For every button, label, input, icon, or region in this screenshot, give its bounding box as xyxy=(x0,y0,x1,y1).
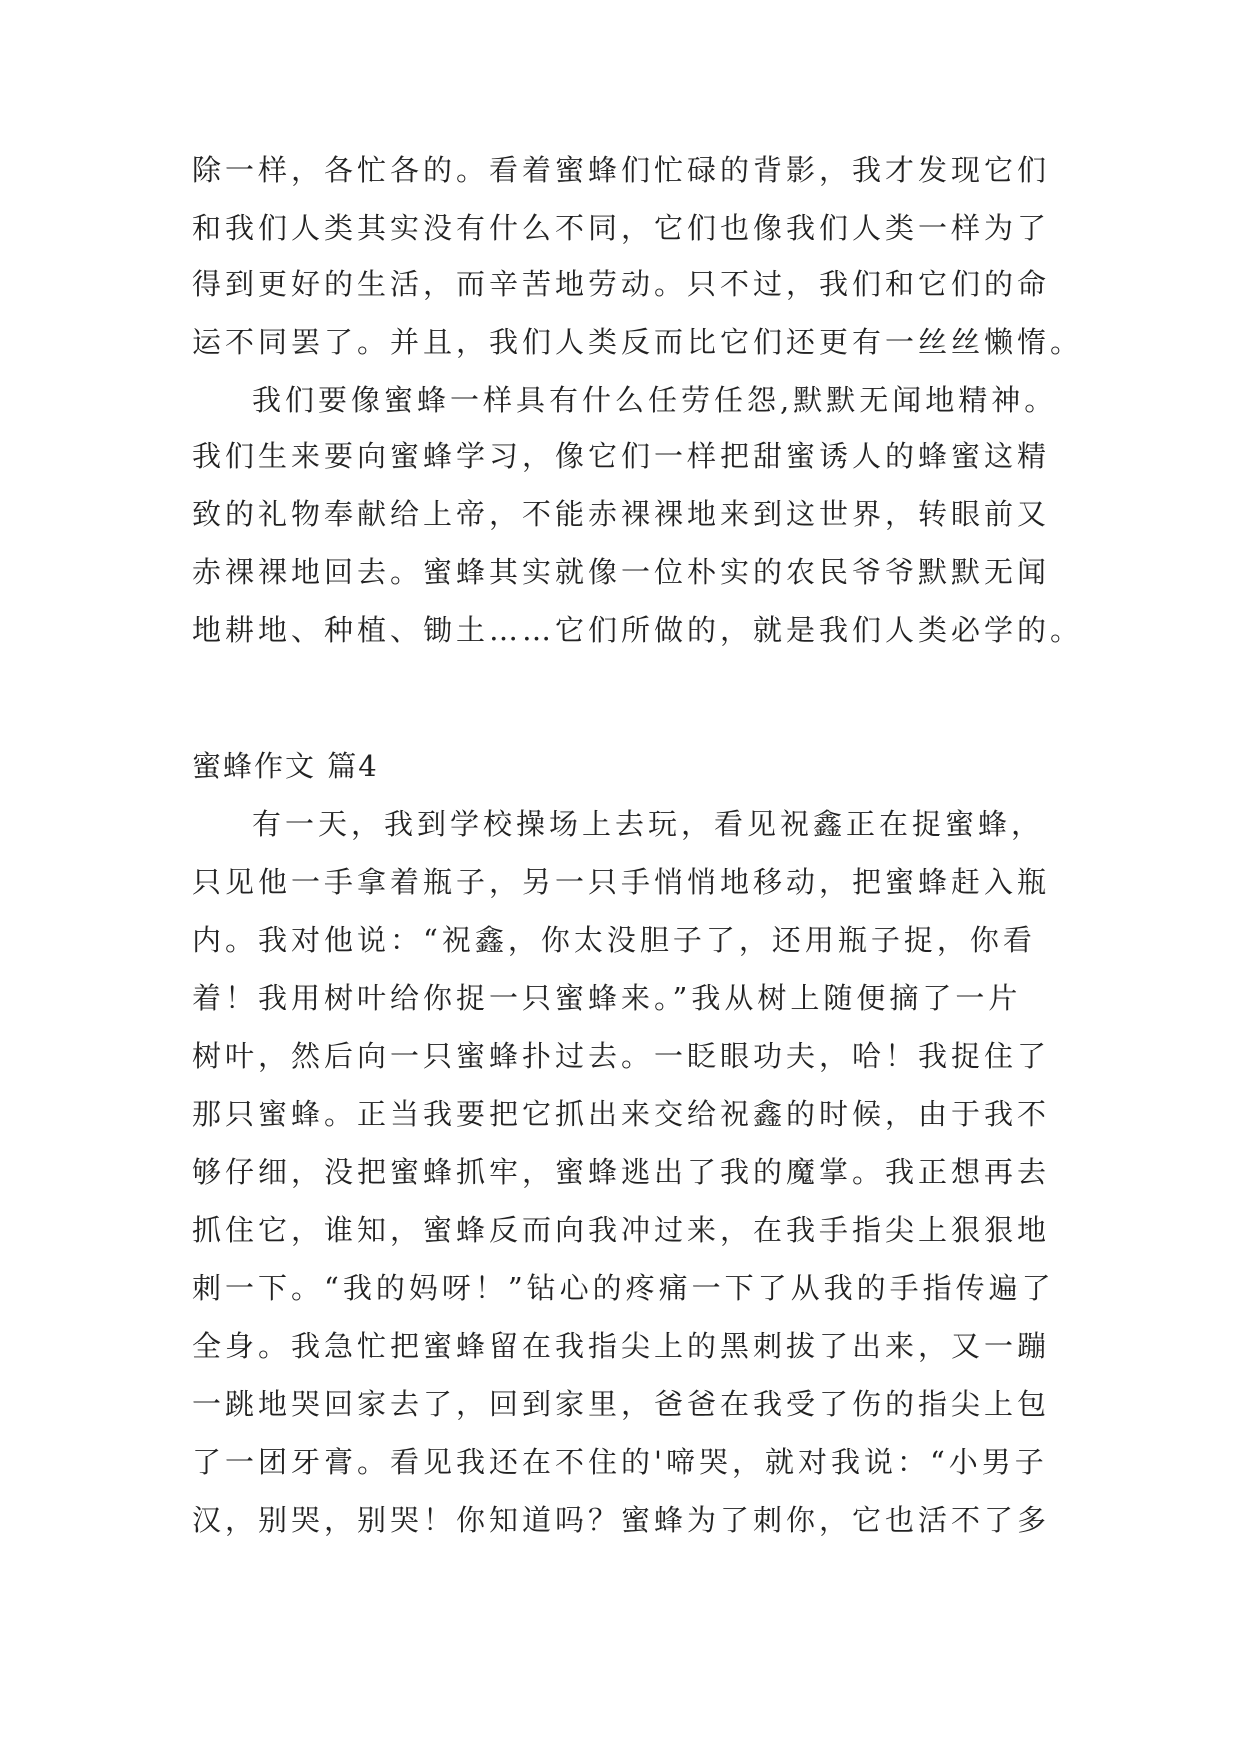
paragraph-line: 除一样，各忙各的。看着蜜蜂们忙碌的背影，我才发现它们 xyxy=(192,153,1051,187)
paragraph-line: 只见他一手拿着瓶子，另一只手悄悄地移动，把蜜蜂赶入瓶 xyxy=(192,865,1051,899)
paragraph-line: 抓住它，谁知，蜜蜂反而向我冲过来，在我手指尖上狠狠地 xyxy=(192,1213,1051,1247)
paragraph-line: 赤裸裸地回去。蜜蜂其实就像一位朴实的农民爷爷默默无闻 xyxy=(192,555,1051,589)
paragraph-line: 得到更好的生活，而辛苦地劳动。只不过，我们和它们的命 xyxy=(192,267,1051,301)
paragraph-line: 运不同罢了。并且，我们人类反而比它们还更有一丝丝懒惰。 xyxy=(192,325,1084,359)
paragraph-line: 和我们人类其实没有什么不同，它们也像我们人类一样为了 xyxy=(192,211,1051,245)
paragraph-line: 着！我用树叶给你捉一只蜜蜂来。”我从树上随便摘了一片 xyxy=(192,981,1022,1015)
paragraph-line: 树叶，然后向一只蜜蜂扑过去。一眨眼功夫，哈！我捉住了 xyxy=(192,1039,1051,1073)
paragraph-line: 我们生来要向蜜蜂学习，像它们一样把甜蜜诱人的蜂蜜这精 xyxy=(192,439,1051,473)
paragraph-line: 了一团牙膏。看见我还在不住的'啼哭，就对我说：“小男子 xyxy=(192,1445,1048,1479)
paragraph-line: 内。我对他说：“祝鑫，你太没胆子了，还用瓶子捉，你看 xyxy=(192,923,1036,957)
paragraph-line: 一跳地哭回家去了，回到家里，爸爸在我受了伤的指尖上包 xyxy=(192,1387,1051,1421)
paragraph-line: 地耕地、种植、锄土……它们所做的，就是我们人类必学的。 xyxy=(192,613,1084,647)
paragraph-line: 我们要像蜜蜂一样具有什么任劳任怨,默默无闻地精神。 xyxy=(252,383,1058,417)
paragraph-line: 全身。我急忙把蜜蜂留在我指尖上的黑刺拔了出来，又一蹦 xyxy=(192,1329,1051,1363)
paragraph-line: 够仔细，没把蜜蜂抓牢，蜜蜂逃出了我的魔掌。我正想再去 xyxy=(192,1155,1051,1189)
section-heading: 蜜蜂作文 篇4 xyxy=(192,749,379,783)
paragraph-line: 刺一下。“我的妈呀！”钻心的疼痛一下了从我的手指传遍了 xyxy=(192,1271,1055,1305)
paragraph-line: 汉，别哭，别哭！你知道吗？蜜蜂为了刺你，它也活不了多 xyxy=(192,1503,1051,1537)
paragraph-line: 致的礼物奉献给上帝，不能赤裸裸地来到这世界，转眼前又 xyxy=(192,497,1051,531)
paragraph-line: 有一天，我到学校操场上去玩，看见祝鑫正在捉蜜蜂， xyxy=(252,807,1045,841)
paragraph-line: 那只蜜蜂。正当我要把它抓出来交给祝鑫的时候，由于我不 xyxy=(192,1097,1051,1131)
